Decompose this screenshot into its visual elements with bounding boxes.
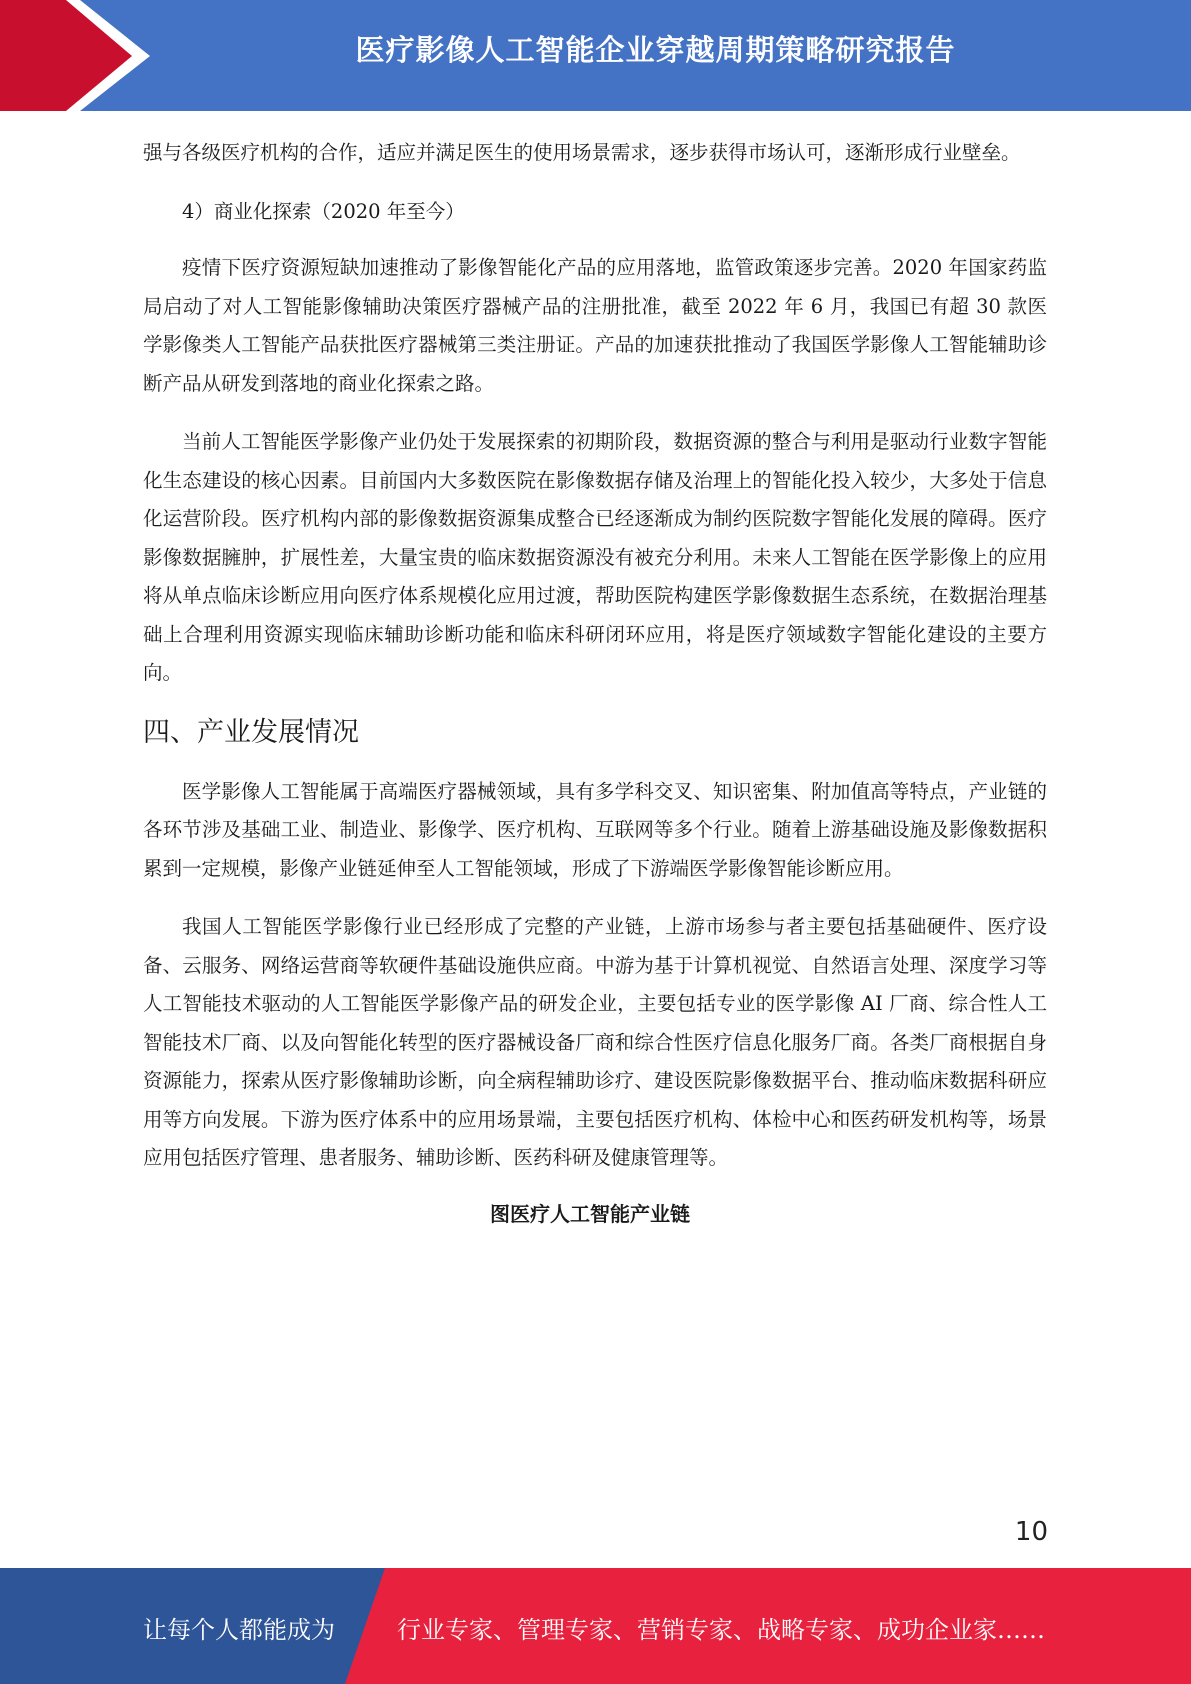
- subsection-heading: 4）商业化探索（2020 年至今）: [182, 199, 465, 223]
- page-header: [0, 0, 1191, 111]
- section-title: 四、产业发展情况: [143, 716, 359, 748]
- paragraph: 我国人工智能医学影像行业已经形成了完整的产业链，上游市场参与者主要包括基础硬件、医疗设备、云服务、网络运营商等软硬件基础设施供应商。中游为基于计算机视觉、自然语言处理、深度学习等人工智能技术驱动的人工智能医学影像产品的研发企业，主要包括专业的医学影像 AI 厂商、综合性人工智能技术厂商、以及向智能化转型的医疗器械设备厂商和综合性医疗信息化服务厂商。各类厂商根据自身资源能力，探索从医疗影像辅助诊断，向全病程辅助诊疗、建设医院影像数据平台、推动临床数据科研应用等方向发展。下游为医疗体系中的应用场景端，主要包括医疗机构、体检中心和医药研发机构等，场景应用包括医疗管理、患者服务、辅助诊断、医药科研及健康管理等。: [143, 915, 1047, 1169]
- paragraph: 当前人工智能医学影像产业仍处于发展探索的初期阶段，数据资源的整合与利用是驱动行业数字智能化生态建设的核心因素。目前国内大多数医院在影像数据存储及治理上的智能化投入较少，大多处于信息化运营阶段。医疗机构内部的影像数据资源集成整合已经逐渐成为制约医院数字智能化发展的障碍。医疗影像数据臃肿，扩展性差，大量宝贵的临床数据资源没有被充分利用。未来人工智能在医学影像上的应用将从单点临床诊断应用向医疗体系规模化应用过渡，帮助医院构建医学影像数据生态系统，在数据治理基础上合理利用资源实现临床辅助诊断功能和临床科研闭环应用，将是医疗领域数字智能化建设的主要方向。: [143, 430, 1047, 684]
- report-title: 医疗影像人工智能企业穿越周期策略研究报告: [355, 33, 956, 67]
- page-number: 10: [1014, 1517, 1048, 1547]
- paragraph-continued: 强与各级医疗机构的合作，适应并满足医生的使用场景需求，逐步获得市场认可，逐渐形成行业壁垒。: [143, 141, 1021, 164]
- document-body: [143, 134, 1047, 1230]
- paragraph: 医学影像人工智能属于高端医疗器械领域，具有多学科交叉、知识密集、附加值高等特点，产业链的各环节涉及基础工业、制造业、影像学、医疗机构、互联网等多个行业。随着上游基础设施及影像数据积累到一定规模，影像产业链延伸至人工智能领域，形成了下游端医学影像智能诊断应用。: [143, 779, 1047, 880]
- header-arrow-decoration: [0, 0, 160, 111]
- figure-caption: 图医疗人工智能产业链: [490, 1201, 690, 1226]
- paragraph: 疫情下医疗资源短缺加速推动了影像智能化产品的应用落地，监管政策逐步完善。2020 年国家药监局启动了对人工智能影像辅助决策医疗器械产品的注册批准，截至 2022 年 6 月，我国已有超 30 款医学影像类人工智能产品获批医疗器械第三类注册证。产品的加速获批推动了我国医学影像人工智能辅助诊断产品从研发到落地的商业化探索之路。: [143, 256, 1047, 395]
- footer-slogan-left: 让每个人都能成为: [143, 1616, 335, 1644]
- footer-slogan-right: 行业专家、管理专家、营销专家、战略专家、成功企业家……: [397, 1616, 1045, 1644]
- page-footer: [0, 1568, 1191, 1684]
